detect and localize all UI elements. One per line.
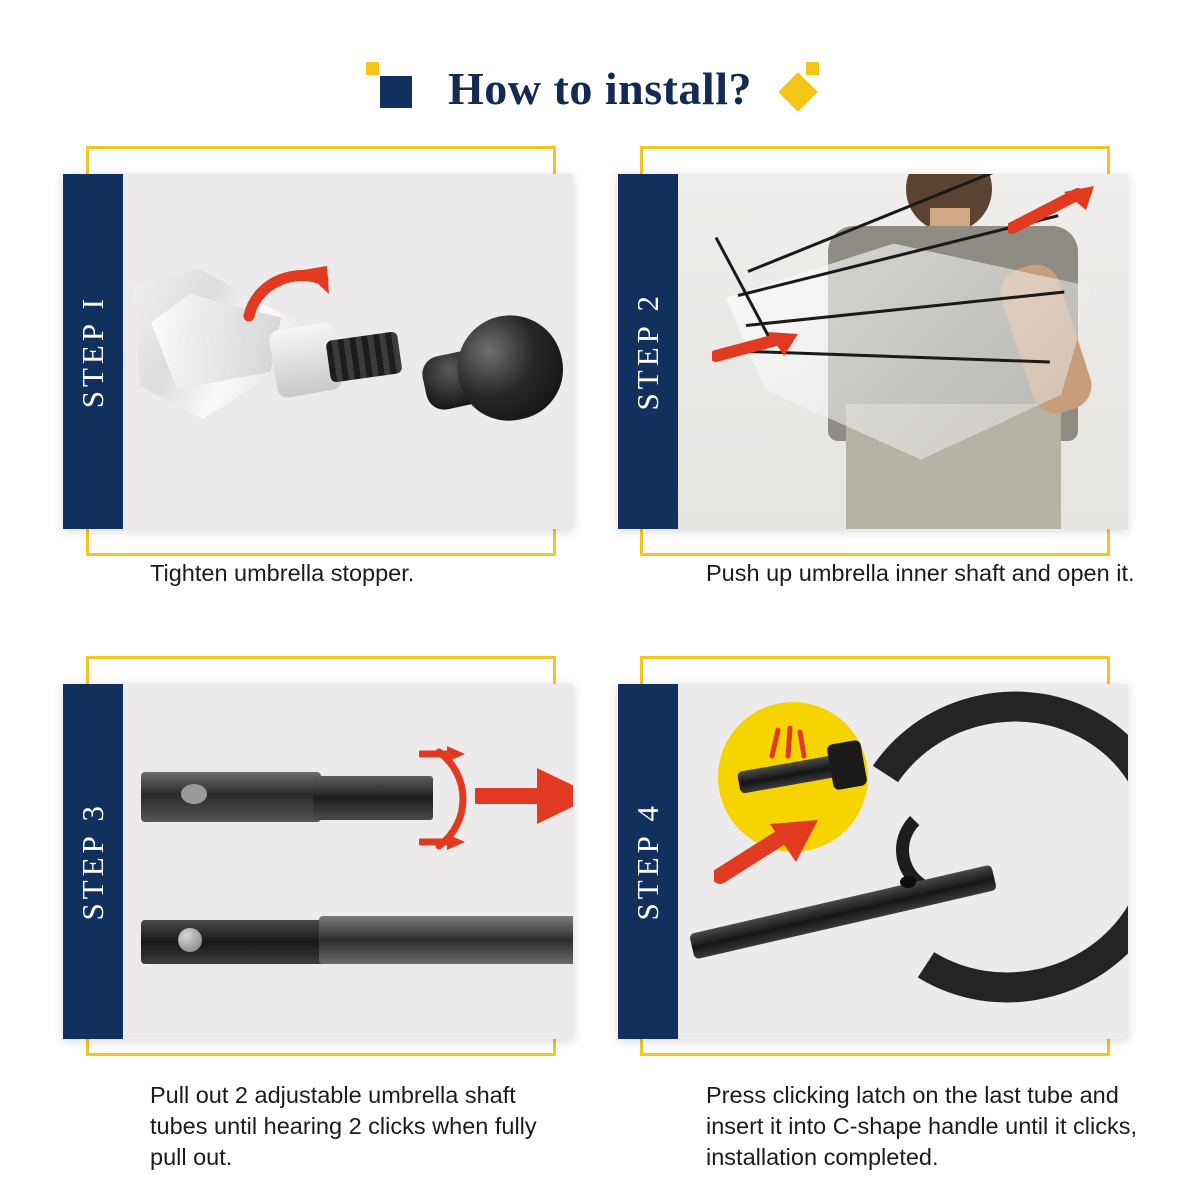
rotate-arrow-icon xyxy=(243,264,333,324)
click-burst-icon xyxy=(766,726,812,760)
pull-arrow-icon xyxy=(475,764,573,828)
step-band xyxy=(618,174,678,529)
step-image-card xyxy=(618,684,1128,1039)
step-card-4 xyxy=(600,650,1200,1200)
step-label: STEP 2 xyxy=(630,292,665,411)
step-photo xyxy=(123,174,573,529)
step-label: STEP I xyxy=(75,294,110,409)
diamond-icon xyxy=(366,60,422,116)
step-caption: Tighten umbrella stopper. xyxy=(150,560,415,586)
step-card-1 xyxy=(0,140,600,650)
page-title: How to install? xyxy=(448,62,752,114)
step-photo xyxy=(123,684,573,1039)
up-arrow-icon xyxy=(1008,184,1098,234)
step-image-card xyxy=(63,684,573,1039)
step-photo xyxy=(678,684,1128,1039)
step-card-2 xyxy=(600,140,1200,650)
step-photo xyxy=(678,174,1128,529)
insert-arrow-icon xyxy=(714,816,824,886)
rotate-arc-icon xyxy=(423,742,483,857)
step-band xyxy=(63,174,123,529)
right-arrow-icon xyxy=(712,326,802,372)
step-band xyxy=(618,684,678,1039)
step-caption: Push up umbrella inner shaft and open it. xyxy=(706,560,1135,586)
step-band xyxy=(63,684,123,1039)
step-label: STEP 4 xyxy=(630,802,665,921)
steps-grid xyxy=(0,140,1200,1200)
step-image-card xyxy=(618,174,1128,529)
step-label: STEP 3 xyxy=(75,802,110,921)
diamond-icon xyxy=(778,60,834,116)
page-header xyxy=(0,48,1200,128)
step-card-3 xyxy=(0,650,600,1200)
step-image-card xyxy=(63,174,573,529)
step-caption: Pull out 2 adjustable umbrella shaft tubes until hearing 2 clicks when fully pull out. xyxy=(150,1082,537,1171)
step-caption: Press clicking latch on the last tube and insert it into C-shape handle until it clicks, installation completed. xyxy=(706,1082,1138,1171)
